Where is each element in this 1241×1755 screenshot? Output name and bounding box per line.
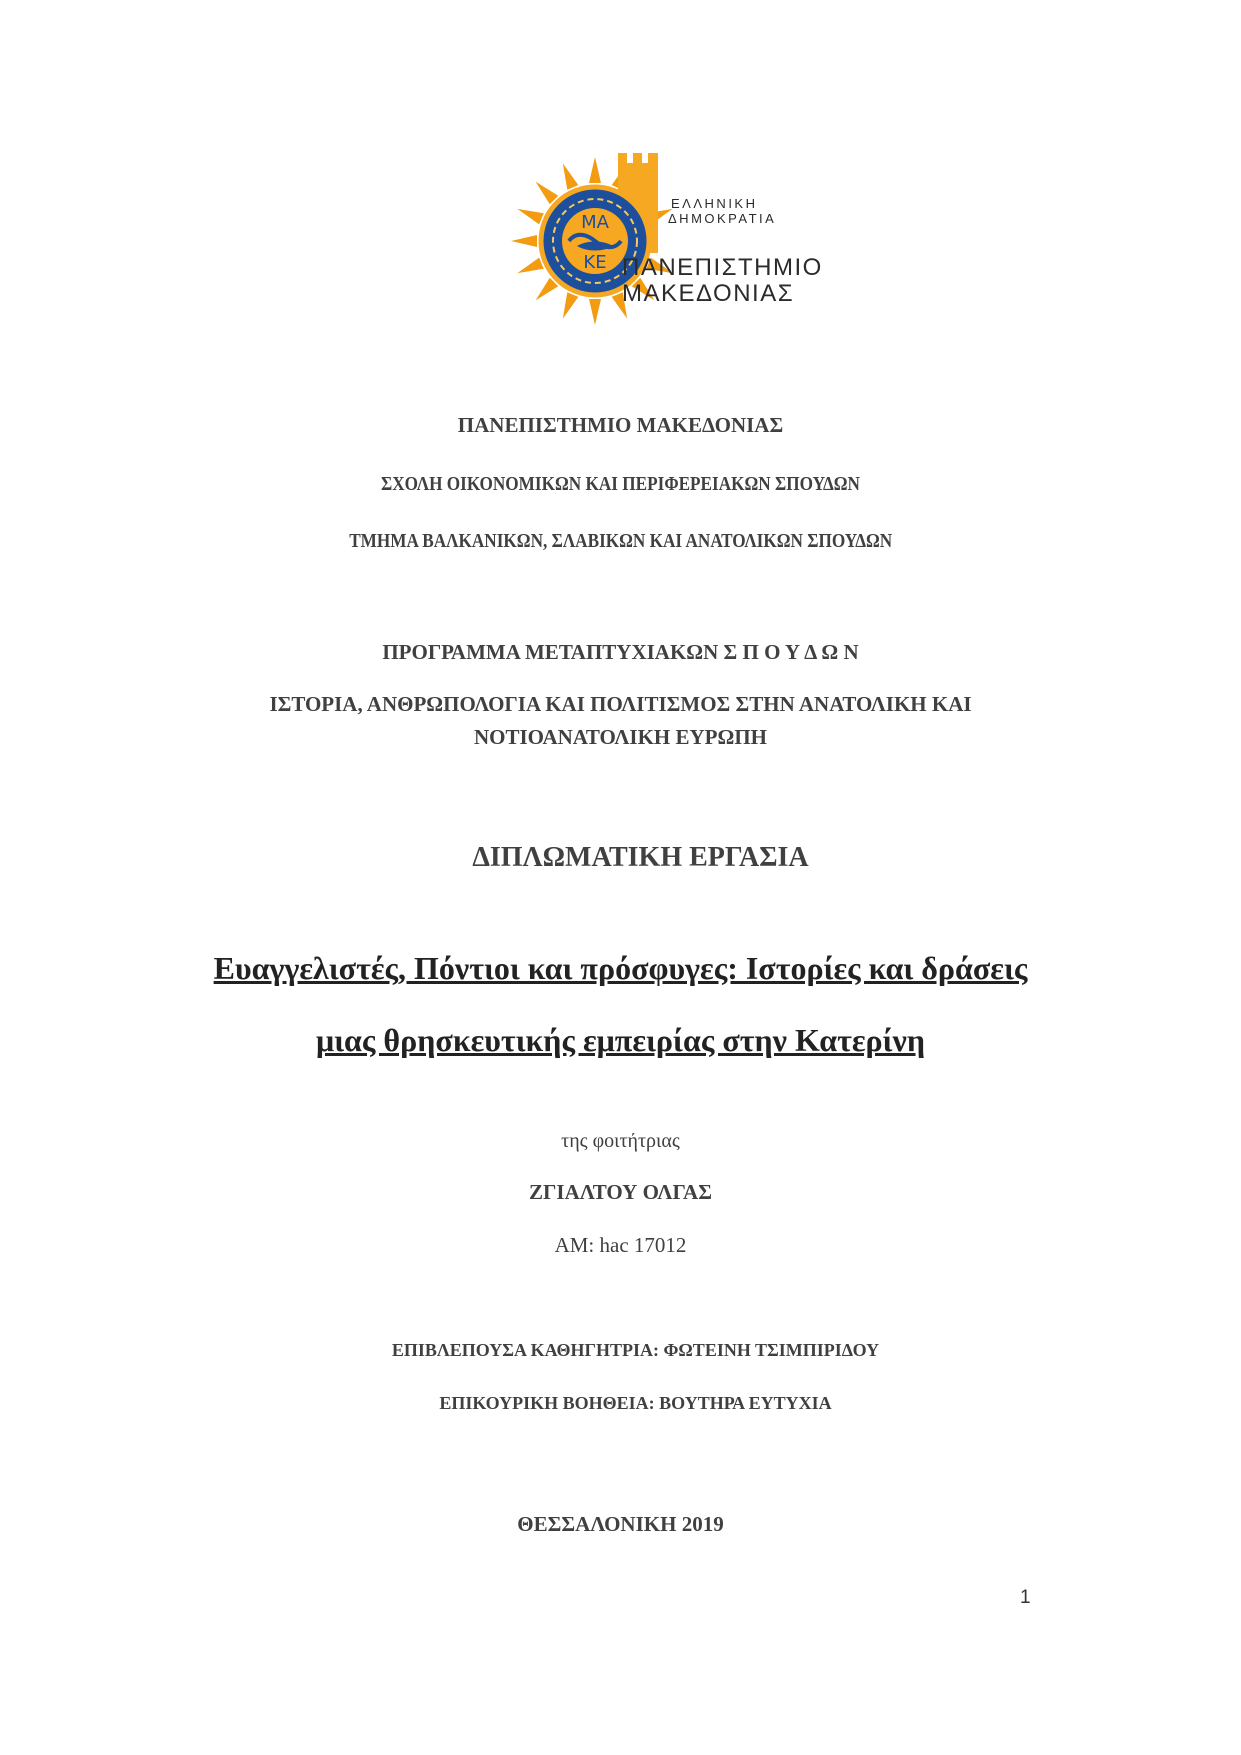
author-intro-text: της φοιτήτριας (561, 1130, 680, 1152)
university-emblem-icon (505, 148, 825, 338)
logo-line-1: ΕΛΛΗΝΙΚΗ (671, 196, 758, 211)
document-type-text: ΔΙΠΛΩΜΑΤΙΚΗ ΕΡΓΑΣΙΑ (472, 842, 809, 873)
supervisor-text: ΕΠΙΒΛΕΠΟΥΣΑ ΚΑΘΗΓΗΤΡΙΑ: ΦΩΤΕΙΝΗ ΤΣΙΜΠΙΡΙΔΟΥ (391, 1340, 880, 1360)
author-name-text: ΖΓΙΑΛΤΟΥ ΟΛΓΑΣ (529, 1180, 712, 1204)
school-name (0, 473, 1241, 496)
thesis-title-line-1 (0, 950, 1241, 987)
student-id (0, 1233, 1241, 1258)
assistant-supervisor-text: ΕΠΙΚΟΥΡΙΚΗ ΒΟΗΘΕΙΑ: ΒΟΥΤΗΡΑ ΕΥΤΥΧΙΑ (439, 1393, 832, 1413)
logo-monogram-bottom: ΚΕ (583, 252, 607, 273)
school-name-text: ΣΧΟΛΗ ΟΙΚΟΝΟΜΙΚΩΝ ΚΑΙ ΠΕΡΙΦΕΡΕΙΑΚΩΝ ΣΠΟΥΔΩΝ (381, 473, 860, 495)
document-type (0, 842, 1241, 874)
logo-monogram-top: ΜΑ (581, 212, 609, 233)
program-field-line-2-text: ΝΟΤΙΟΑΝΑΤΟΛΙΚΗ ΕΥΡΩΠΗ (474, 725, 767, 749)
university-logo (505, 148, 825, 338)
university-name-text: ΠΑΝΕΠΙΣΤΗΜΙΟ ΜΑΚΕΔΟΝΙΑΣ (457, 413, 784, 437)
page-number: 1 (1020, 1587, 1031, 1608)
program-name-text: ΠΡΟΓΡΑΜΜΑ ΜΕΤΑΠΤΥΧΙΑΚΩΝ Σ Π Ο Υ Δ Ω Ν (382, 640, 859, 664)
thesis-title-line-1-text: Ευαγγελιστές, Πόντιοι και πρόσφυγες: Ιστορίες και δράσεις (213, 950, 1028, 986)
program-name (0, 640, 1241, 665)
program-field-line-2 (0, 725, 1241, 750)
student-id-text: ΑΜ: hac 17012 (554, 1233, 687, 1257)
logo-line-2: ΔΗΜΟΚΡΑΤΙΑ (668, 211, 777, 226)
thesis-title-line-2-text: μιας θρησκευτικής εμπειρίας στην Κατερίνη (315, 1022, 926, 1058)
department-name-text: ΤΜΗΜΑ ΒΑΛΚΑΝΙΚΩΝ, ΣΛΑΒΙΚΩΝ ΚΑΙ ΑΝΑΤΟΛΙΚΩΝ ΣΠΟΥΔΩΝ (348, 530, 893, 552)
thesis-title-line-2 (0, 1022, 1241, 1059)
university-name (0, 413, 1241, 438)
logo-name-2: ΜΑΚΕΔΟΝΙΑΣ (622, 280, 795, 307)
place-year (0, 1512, 1241, 1537)
program-field-line-1 (0, 692, 1241, 717)
department-name (0, 530, 1241, 553)
author-intro (0, 1130, 1241, 1153)
assistant-supervisor (0, 1393, 1241, 1414)
place-year-text: ΘΕΣΣΑΛΟΝΙΚΗ 2019 (517, 1512, 724, 1536)
logo-name-1: ΠΑΝΕΠΙΣΤΗΜΙΟ (622, 254, 823, 281)
program-field-line-1-text: ΙΣΤΟΡΙΑ, ΑΝΘΡΩΠΟΛΟΓΙΑ ΚΑΙ ΠΟΛΙΤΙΣΜΟΣ ΣΤΗΝ ΑΝΑΤΟΛΙΚΗ ΚΑΙ (269, 692, 972, 716)
author-name (0, 1180, 1241, 1205)
supervisor (0, 1340, 1241, 1361)
